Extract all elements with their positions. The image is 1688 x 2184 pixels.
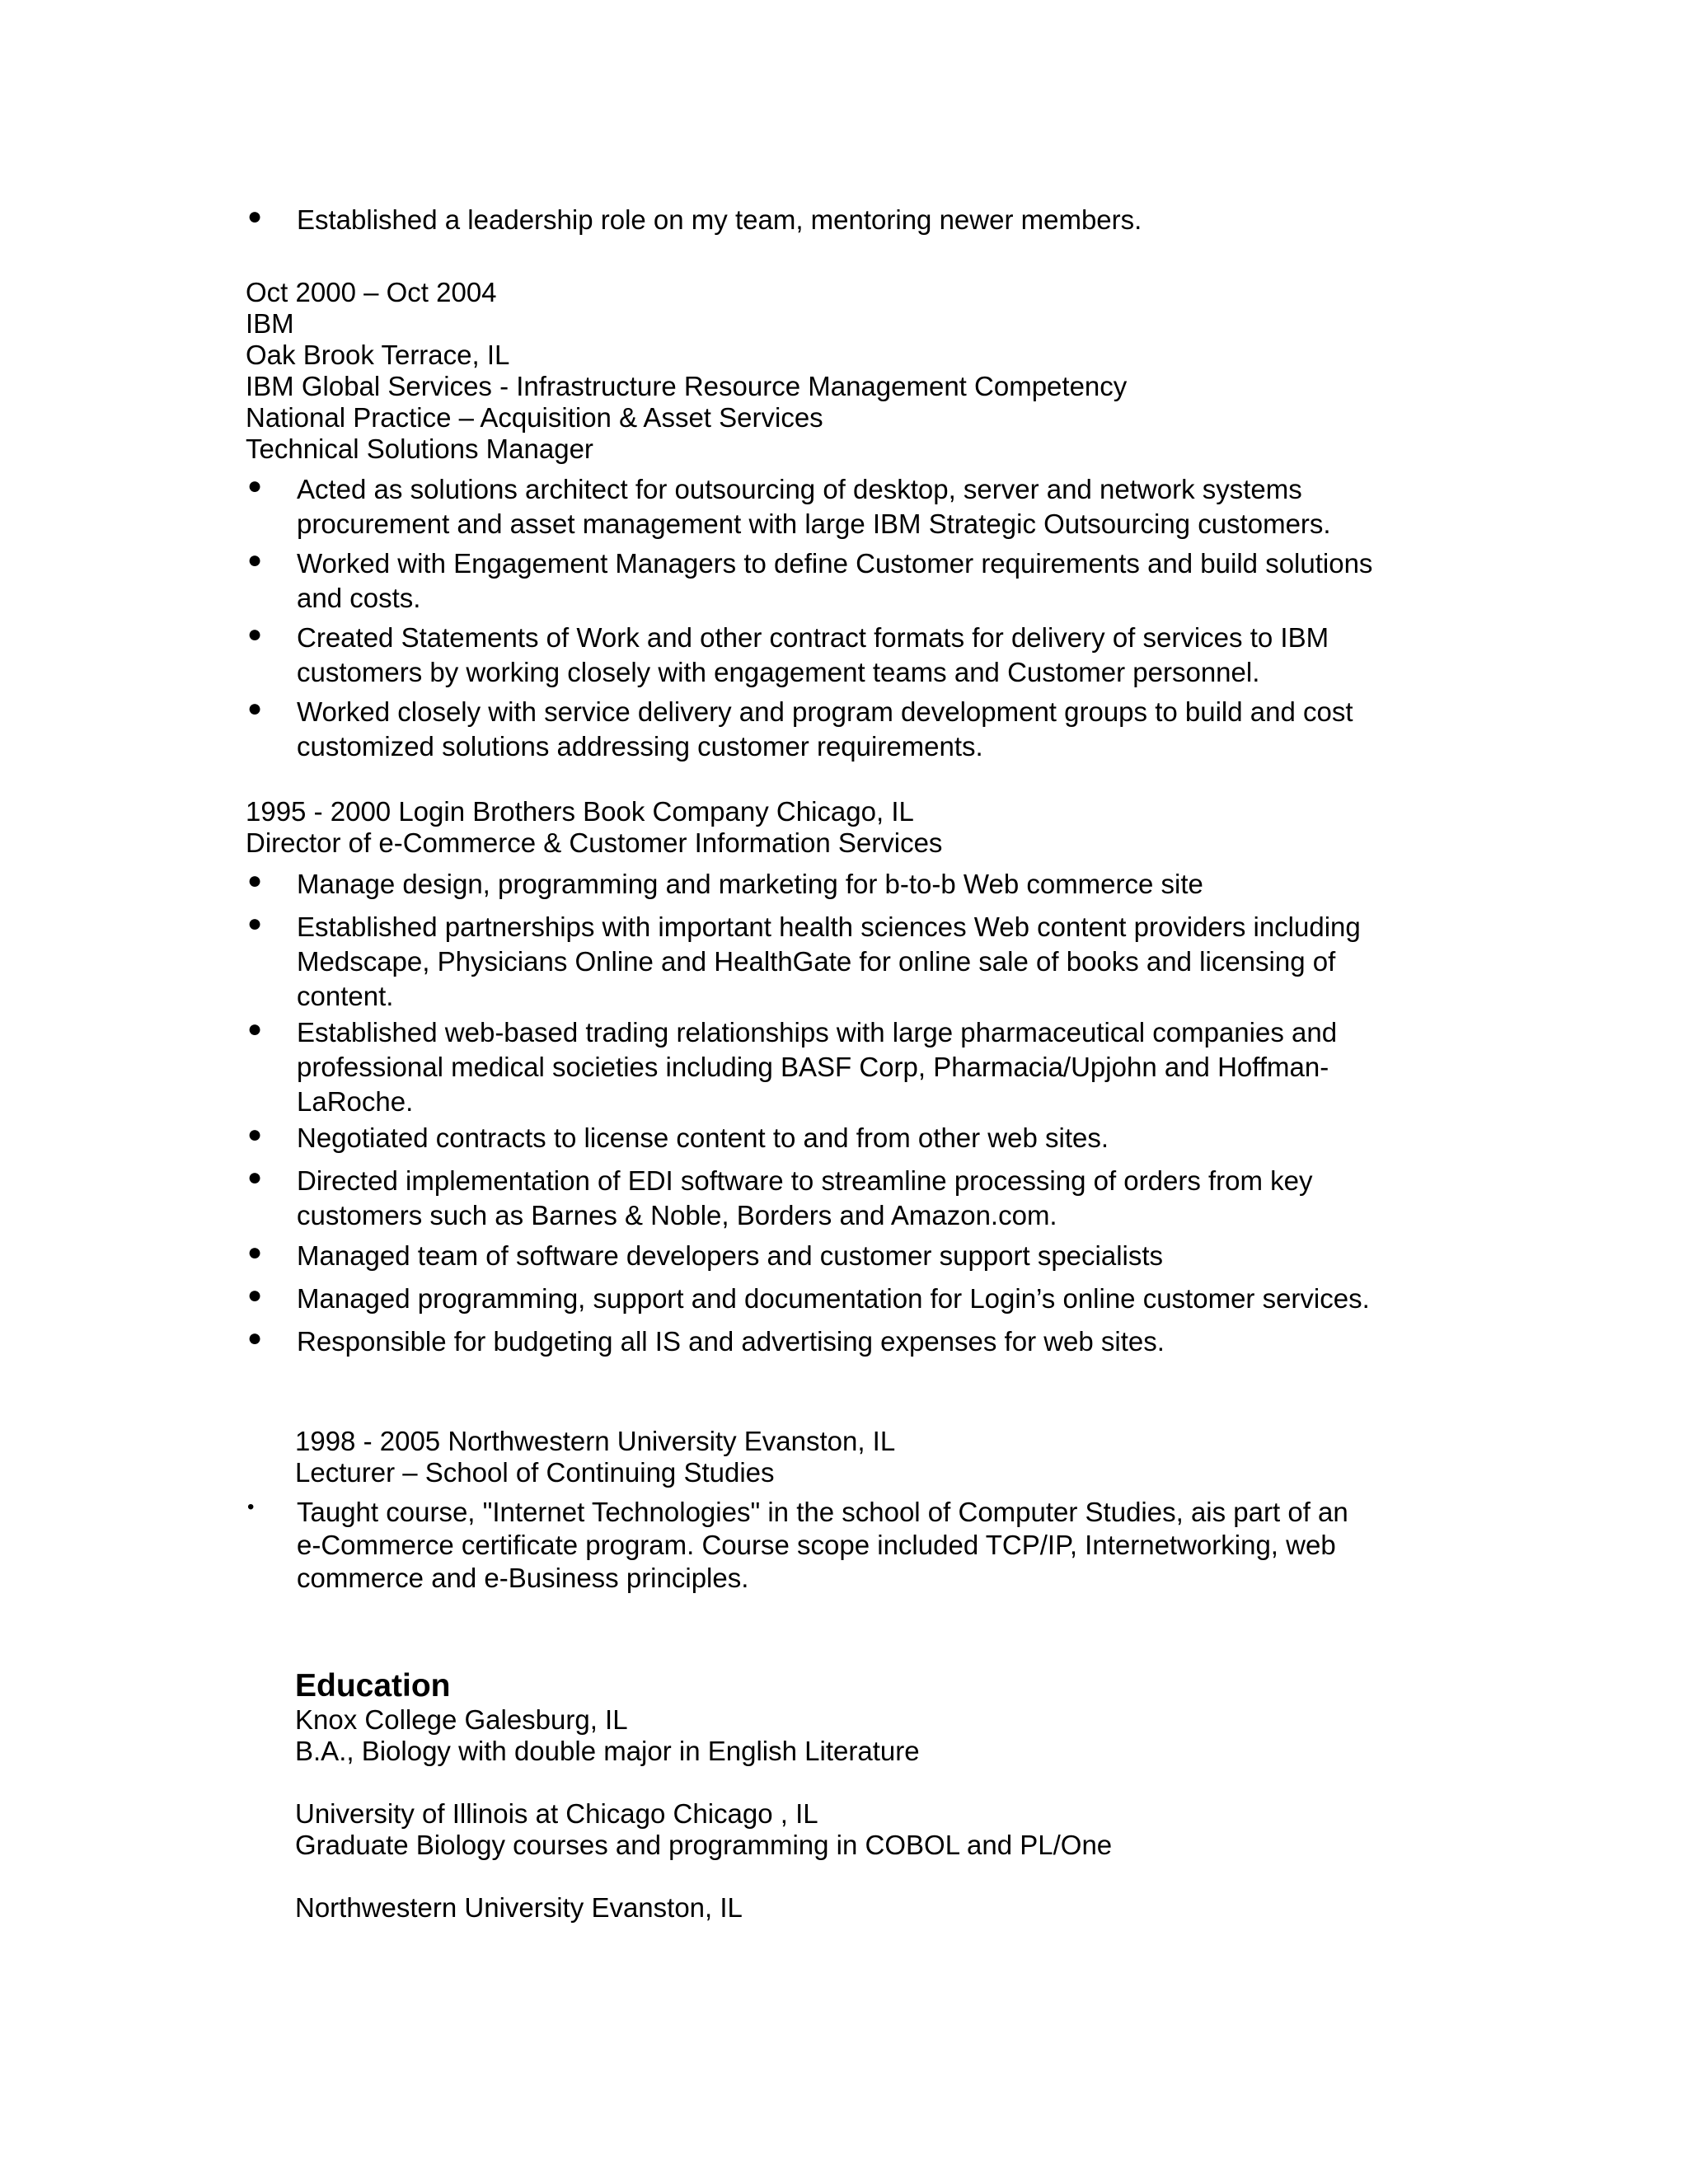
list-item (247, 1324, 1451, 1359)
list-item (247, 472, 1451, 541)
list-item (247, 546, 1451, 616)
job-header-line: 1998 - 2005 Northwestern University Evanston, IL (295, 1426, 896, 1456)
list-item (247, 203, 1451, 237)
bullet-text: Medscape, Physicians Online and HealthGate for online sale of books and licensing of (297, 946, 1336, 977)
job-location: Oak Brook Terrace, IL (246, 340, 510, 370)
bullet-text: Manage design, programming and marketing for b-to-b Web commerce site (297, 869, 1203, 899)
list-item (247, 695, 1451, 764)
bullet-text: Worked with Engagement Managers to define Customer requirements and build solutions (297, 548, 1373, 579)
bullet-text: customized solutions addressing customer requirements. (297, 731, 983, 762)
login-job-header (246, 796, 942, 859)
bullet-icon: ● (247, 1164, 263, 1191)
bullet-text: LaRoche. (297, 1086, 414, 1117)
bullet-icon: ● (247, 621, 263, 648)
bullet-text: commerce and e-Business principles. (297, 1563, 749, 1593)
bullet-text: Established a leadership role on my team, mentoring newer members. (297, 204, 1142, 235)
bullet-text: Directed implementation of EDI software to streamline processing of orders from key (297, 1165, 1313, 1196)
northwestern-job-header (295, 1426, 895, 1488)
bullet-text: Taught course, "Internet Technologies" in the school of Computer Studies, ais part of an (297, 1497, 1348, 1527)
bullet-text: Worked closely with service delivery and program development groups to build and cost (297, 696, 1353, 727)
job-company: IBM (246, 308, 294, 339)
bullet-text: Managed team of software developers and customer support specialists (297, 1240, 1164, 1271)
bullet-text: procurement and asset management with large IBM Strategic Outsourcing customers. (297, 509, 1331, 539)
bullet-icon: ● (247, 1239, 263, 1266)
degree: B.A., Biology with double major in English Literature (295, 1736, 920, 1766)
bullet-text: Established partnerships with important health sciences Web content providers including (297, 912, 1361, 942)
education-entry (295, 1892, 743, 1924)
list-item (247, 1164, 1451, 1233)
job-title: Lecturer – School of Continuing Studies (295, 1457, 775, 1488)
bullet-icon: ● (247, 472, 263, 499)
school-name: Northwestern University Evanston, IL (295, 1892, 743, 1923)
school-name: Knox College Galesburg, IL (295, 1704, 628, 1735)
list-item (247, 1121, 1451, 1155)
job-dates: Oct 2000 – Oct 2004 (246, 277, 497, 307)
ibm-job-header (246, 277, 1127, 465)
bullet-text: Created Statements of Work and other contract formats for delivery of services to IBM (297, 622, 1329, 653)
bullet-icon: ● (247, 910, 263, 937)
job-title: Technical Solutions Manager (246, 434, 593, 464)
list-item (247, 1239, 1451, 1273)
bullet-text: customers such as Barnes & Noble, Borders and Amazon.com. (297, 1200, 1057, 1230)
bullet-text: Managed programming, support and documentation for Login’s online customer services. (297, 1283, 1370, 1314)
bullet-icon: ● (247, 546, 263, 574)
bullet-icon: ● (247, 1015, 263, 1043)
bullet-icon: ● (247, 1324, 263, 1352)
bullet-icon: ● (247, 1282, 263, 1309)
bullet-text: and costs. (297, 583, 421, 613)
job-title: Director of e-Commerce & Customer Information Services (246, 827, 943, 858)
bullet-icon: ● (247, 867, 263, 894)
school-name: University of Illinois at Chicago Chicago , IL (295, 1798, 818, 1829)
education-heading: Education (295, 1668, 451, 1704)
degree: Graduate Biology courses and programming in COBOL and PL/One (295, 1830, 1113, 1860)
bullet-icon: ● (247, 695, 263, 722)
list-item (247, 1496, 1451, 1595)
bullet-text: professional medical societies including BASF Corp, Pharmacia/Upjohn and Hoffman- (297, 1052, 1329, 1082)
job-practice: National Practice – Acquisition & Asset Services (246, 402, 823, 433)
education-entry (295, 1704, 920, 1767)
list-item (247, 910, 1451, 1014)
bullet-icon: • (247, 1496, 255, 1518)
education-entry (295, 1798, 1112, 1861)
job-division: IBM Global Services - Infrastructure Resource Management Competency (246, 371, 1128, 401)
bullet-text: customers by working closely with engagement teams and Customer personnel. (297, 657, 1260, 687)
bullet-text: Negotiated contracts to license content to and from other web sites. (297, 1122, 1109, 1153)
bullet-text: e-Commerce certificate program. Course scope included TCP/IP, Internetworking, web (297, 1530, 1336, 1560)
list-item (247, 621, 1451, 690)
bullet-text: Responsible for budgeting all IS and advertising expenses for web sites. (297, 1326, 1165, 1357)
bullet-icon: ● (247, 203, 263, 230)
bullet-text: Established web-based trading relationships with large pharmaceutical companies and (297, 1017, 1338, 1047)
list-item (247, 1015, 1451, 1119)
bullet-text: Acted as solutions architect for outsourcing of desktop, server and network systems (297, 474, 1302, 504)
job-header-line: 1995 - 2000 Login Brothers Book Company Chicago, IL (246, 796, 914, 827)
list-item (247, 867, 1451, 902)
bullet-icon: ● (247, 1121, 263, 1148)
bullet-text: content. (297, 981, 394, 1011)
list-item (247, 1282, 1451, 1316)
